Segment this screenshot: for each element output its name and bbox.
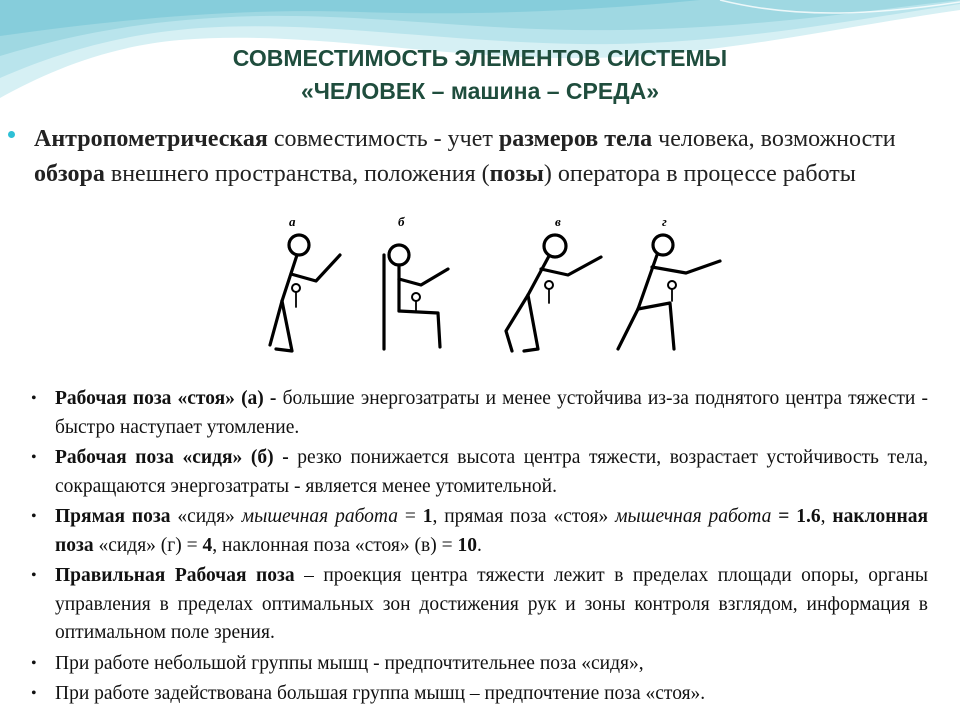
list-item xyxy=(30,650,928,679)
item-text: , xyxy=(820,506,833,527)
bullet-icon: • xyxy=(31,685,37,702)
title-line-2: «ЧЕЛОВЕК – машина – СРЕДА» xyxy=(300,78,660,104)
item-text: «сидя» xyxy=(170,506,242,527)
lead-text-3: внешнего пространства, положения ( xyxy=(104,161,490,187)
item-text: – проекция центра тяжести лежит в пределах площади опоры, органы управления в пределах оптимальных зон достижения рук и зоны контроля взглядом, информация в оптимальном поле зрения. xyxy=(55,565,928,643)
figure-standing-straight xyxy=(270,235,340,351)
bullet-icon: • xyxy=(31,567,37,584)
item-bold: 4 xyxy=(202,534,213,556)
item-text: , наклонная поза «стоя» (в) = xyxy=(212,534,458,556)
item-italic: мышечная работа xyxy=(615,506,772,527)
item-bold: 10 xyxy=(457,534,477,556)
lead-bold-2: размеров тела xyxy=(498,126,653,152)
list-item xyxy=(30,444,928,501)
lead-text-4: ) оператора в процессе работы xyxy=(543,161,856,187)
item-text: резко понижается высота центра тяжести, возрастает устойчивость тела, сокращаются энергозатраты - является менее утомительной. xyxy=(55,447,928,497)
item-bold: Правильная Рабочая поза xyxy=(55,565,295,586)
lead-paragraph xyxy=(8,122,943,192)
item-text: большие энергозатраты и менее устойчива из-за поднятого центра тяжести - быстро наступает утомление. xyxy=(55,388,928,438)
list-item xyxy=(30,385,928,442)
figure-sitting-bent xyxy=(618,235,720,349)
item-text: , прямая поза «стоя» xyxy=(432,506,616,527)
bullet-icon: • xyxy=(31,449,37,466)
lead-bold-3: обзора xyxy=(34,161,105,187)
lead-bold-4: позы xyxy=(489,161,544,187)
item-text: При работе задействована большая группа мышц – предпочтение поза «стоя». xyxy=(55,683,706,704)
item-text: «сидя» (г) = xyxy=(93,534,203,556)
posture-figures-svg xyxy=(258,209,726,365)
posture-list xyxy=(30,385,928,711)
item-italic: мышечная работа xyxy=(241,506,398,527)
lead-bold-1: Антропометрическая xyxy=(34,126,268,152)
label-v: в xyxy=(555,214,561,229)
bullet-icon xyxy=(8,131,15,138)
list-item xyxy=(30,562,928,648)
list-item xyxy=(30,503,928,560)
item-bold: Рабочая поза «стоя» (а) - xyxy=(55,388,277,409)
lead-text-1: совместимость - учет xyxy=(267,126,499,152)
bullet-icon: • xyxy=(31,508,37,525)
label-b: б xyxy=(398,214,405,229)
item-bold: наклонная поза xyxy=(55,506,929,556)
item-text: При работе небольшой группы мышц - предпочтительнее поза «сидя», xyxy=(55,652,644,674)
bullet-icon: • xyxy=(31,654,37,672)
item-text: . xyxy=(476,534,482,556)
item-text: = xyxy=(397,506,423,527)
figure-sitting-straight xyxy=(384,245,448,349)
item-bold: Прямая поза xyxy=(55,506,171,527)
slide-title xyxy=(0,42,960,108)
lead-text-2: человека, возможности xyxy=(652,126,896,152)
posture-figure xyxy=(258,209,726,365)
label-a: а xyxy=(289,214,296,229)
lead-text xyxy=(34,122,943,192)
item-bold: Рабочая поза «сидя» (б) - xyxy=(55,447,289,468)
title-line-1: СОВМЕСТИМОСТЬ ЭЛЕМЕНТОВ СИСТЕМЫ xyxy=(232,45,728,71)
label-g: г xyxy=(662,214,667,229)
bullet-icon: • xyxy=(31,390,37,407)
item-bold: 1 xyxy=(422,506,433,527)
item-bold: = 1.6 xyxy=(771,506,821,527)
figure-standing-bent xyxy=(506,235,601,351)
list-item xyxy=(30,680,928,709)
